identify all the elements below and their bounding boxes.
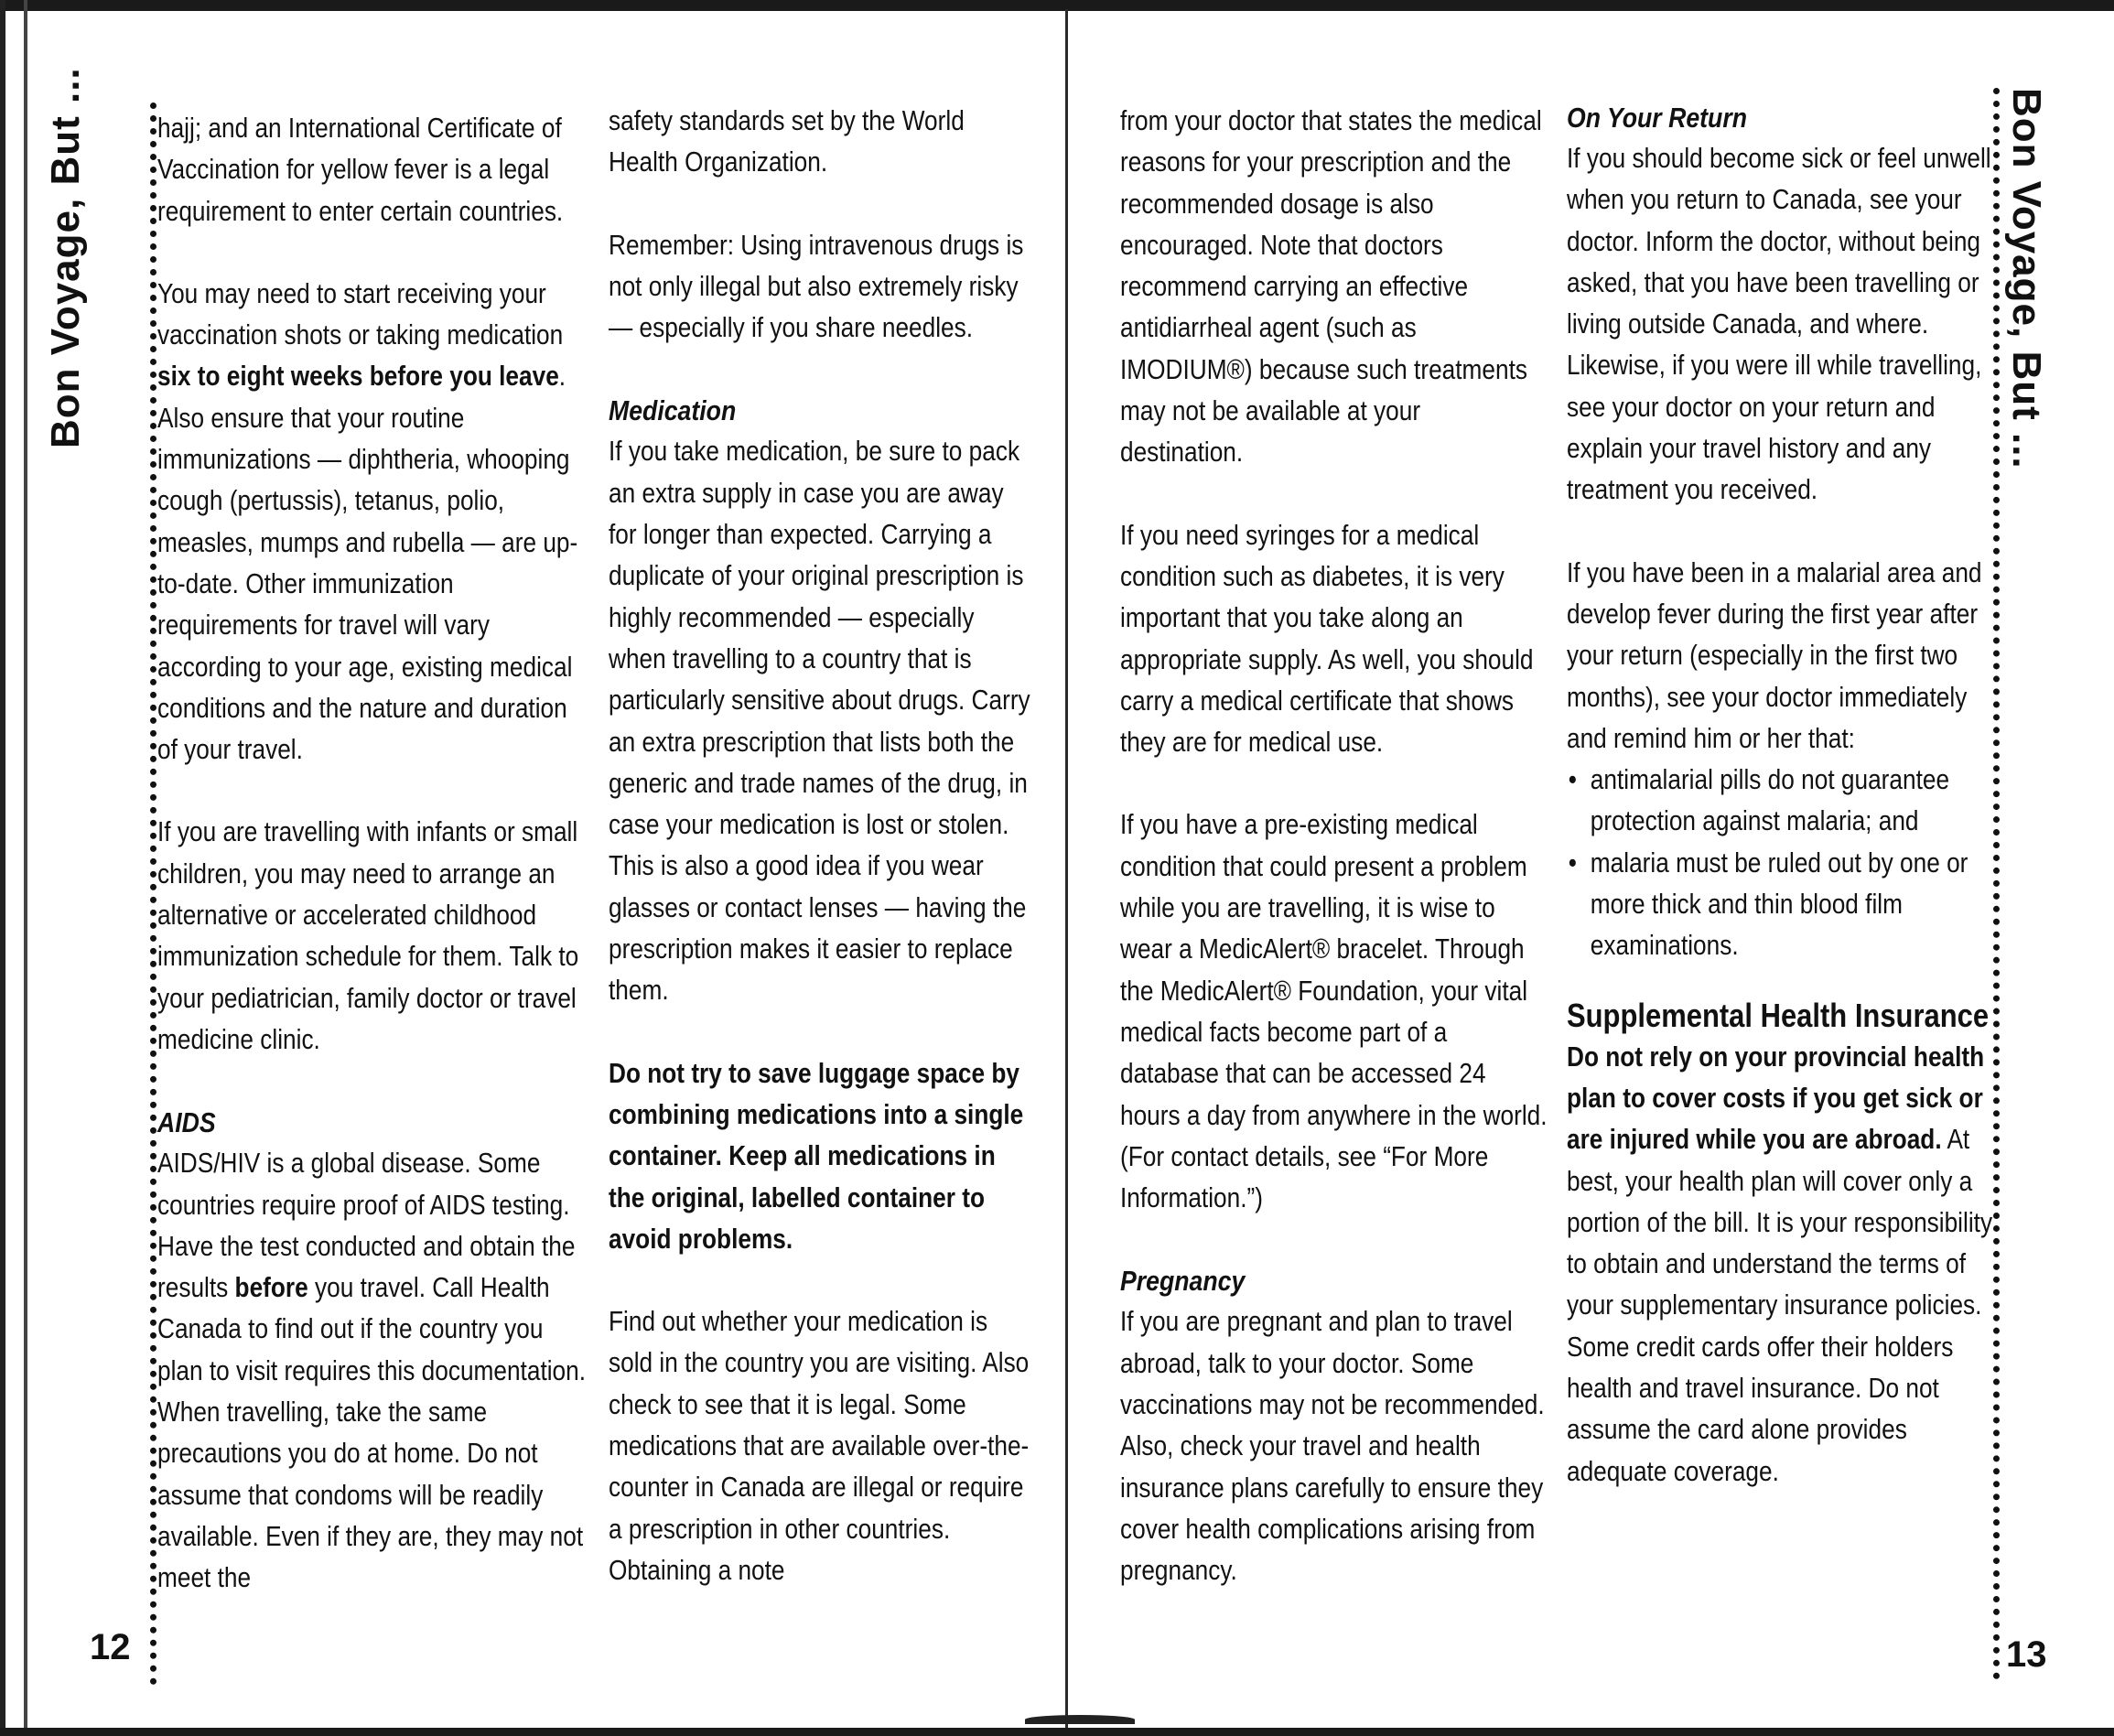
text: you travel. Call Health Canada to find out if the country you plan to visit requires this documentation. When travelling, take the same precautions you do at home. Do not assume that condoms will be readily available. Even if they are, they may not meet the [157,1272,587,1594]
paragraph [1567,1037,1996,1493]
paragraph: If you have been in a malarial area and develop fever during the first year after your return (especially in the first two months), see your doctor immediately and remind him or her that: [1567,556,1982,754]
list-item: • malaria must be ruled out by one or more thick and thin blood film examinations. [1591,843,1996,967]
paragraph: from your doctor that states the medical reasons for your prescription and the recommended dosage is also encouraged. Note that doctors recommend carrying an effective antidiarrheal agent (such as IMODIUM®) because such treatments may not be available at your destination. [1120,105,1542,469]
paragraph [157,274,587,771]
running-head-left: Bon Voyage, But ... [43,67,88,448]
paragraph: If you have a pre-existing medical condition that could present a problem while you are travelling, it is wise to wear a MedicAlert® bracelet. Through the MedicAlert® Foundation, your vital medical facts become part of a database that can be accessed 24 hours a day from anywhere in the world. (For contact details, see “For More Information.”) [1120,809,1548,1214]
paragraph [157,1143,587,1599]
column-1 [157,108,588,1600]
paragraph: If you need syringes for a medical condition such as diabetes, it is very important that you take along an appropriate supply. As well, you should carry a medical certificate that shows they are for medical use. [1120,519,1534,759]
section-heading-medication: Medication [609,394,737,427]
section-heading-return: On Your Return [1567,102,1748,134]
text: At best, your health plan will cover only a portion of the bill. It is your responsibility to obtain and understand the terms of your supplementary insurance policies. Some credit cards offer their holders health and travel insurance. Do not assume the card alone provides adequate coverage. [1567,1124,1993,1487]
bold-text: before [234,1272,308,1304]
running-head-right: Bon Voyage, But ... [2004,88,2049,469]
text: AIDS/HIV is a global disease. Some countries require proof of AIDS testing. Have the test conducted and obtain the results [157,1148,576,1304]
dotted-rule-left [150,102,156,1686]
section-heading-insurance: Supplemental Health Insurance [1567,996,1990,1034]
column-3 [1120,101,1550,1592]
text: . Also ensure that your routine immunizations — diphtheria, whooping cough (pertussis), tetanus, polio, measles, mumps and rubella — are up-to-date. Other immunization requirements for travel will vary according to your age, existing medical conditions and the nature and duration of your travel. [157,361,578,766]
column-4 [1567,97,1997,1493]
bullet-list [1567,760,1996,966]
bold-paragraph [609,1053,1038,1260]
column-2 [609,101,1039,1591]
list-item: • antimalarial pills do not guarantee protection against malaria; and [1591,760,1996,843]
paragraph: If you are pregnant and plan to travel abroad, talk to your doctor. Some vaccinations may not be recommended. Also, check your travel and health insurance plans carefully to ensure they cover health complications arising from pregnancy. [1120,1306,1545,1587]
paragraph: safety standards set by the World Health Organization. [609,105,965,178]
section-heading-aids: AIDS [157,1106,216,1139]
bold-text: six to eight weeks before you leave [157,361,559,393]
paragraph: If you take medication, be sure to pack an extra supply in case you are away for longer than expected. Carrying a duplicate of your original prescription is highly recommended — especially when travelling to a country that is particularly sensitive about drugs. Carry an extra prescription that lists both the generic and trade names of the drug, in case your medication is lost or stolen. This is also a good idea if you wear glasses or contact lenses — having the prescription makes it easier to replace them. [609,436,1030,1007]
text: You may need to start receiving your vaccination shots or taking medication [157,277,564,351]
bold-text: Do not rely on your provincial health plan to cover costs if you get sick or are injured while you are abroad. [1567,1041,1985,1156]
page-number-left: 12 [90,1627,131,1667]
bold-text: Do not try to save luggage space by combining medications into a single container. Keep all medications in the original, labelled container to avoid problems. [609,1057,1024,1255]
paragraph: If you should become sick or feel unwell when you return to Canada, see your doctor. Inform the doctor, without being asked, that you have been travelling or living outside Canada, and where. Likewise, if you were ill while travelling, see your doctor on your return and explain your travel history and any treatment you received. [1567,143,1991,506]
paragraph: If you are travelling with infants or small children, you may need to arrange an alternative or accelerated childhood immunization schedule for them. Talk to your pediatrician, family doctor or travel medicine clinic. [157,816,579,1055]
paragraph: hajj; and an International Certificate of Vaccination for yellow fever is a legal requirement to enter certain countries. [157,113,564,227]
paragraph: Remember: Using intravenous drugs is not only illegal but also extremely risky — especially if you share needles. [609,229,1024,344]
section-heading-pregnancy: Pregnancy [1120,1265,1246,1298]
page-number-right: 13 [2006,1634,2047,1675]
paragraph: Find out whether your medication is sold in the country you are visiting. Also check to see that it is legal. Some medications that are available over-the-counter in Canada are illegal or require a prescription in other countries. Obtaining a note [609,1306,1030,1586]
